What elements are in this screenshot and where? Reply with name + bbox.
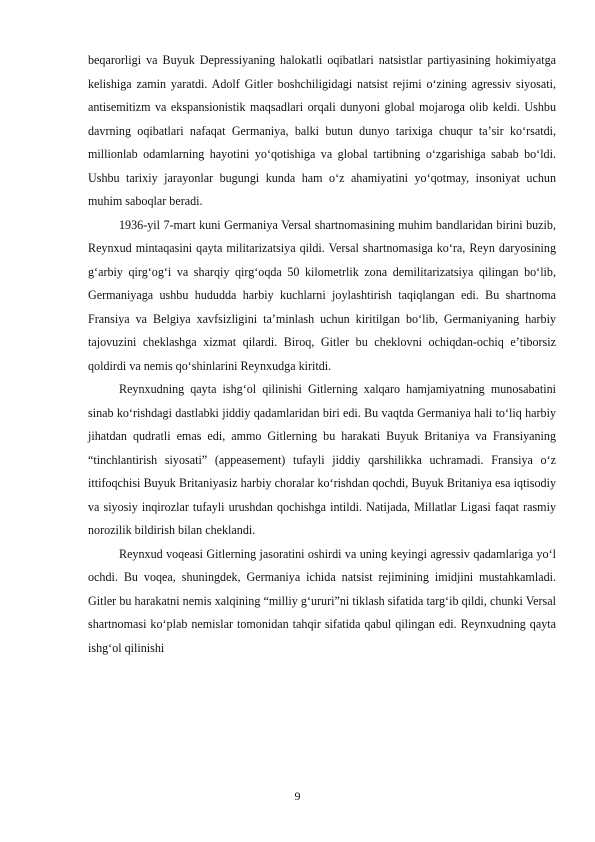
paragraph-4: Reynxud voqeasi Gitlerning jasoratini oshirdi va uning keyingi agressiv qadamlariga yoʻl ochdi. Bu voqea, shuningdek, Germaniya ichida natsist rejimining imidjini mustahkamladi. Gitler bu harakatni nemis xalqining “milliy gʻururi”ni tiklash sifatida targʻib qildi, chunki Versal shartnomasi koʻplab nemislar tomonidan tahqir sifatida qabul qilingan edi. Reynxudning qayta ishgʻol qilinishi [88,546,556,655]
page-number: 9 [294,789,301,803]
document-page-body [88,49,556,660]
paragraph-2: 1936-yil 7-mart kuni Germaniya Versal shartnomasining muhim bandlaridan birini buzib, Reynxud mintaqasini qayta militarizatsiya qildi. Versal shartnomasiga koʻra, Reyn daryosining gʻarbiy qirgʻogʻi va sharqiy qirgʻoqda 50 kilometrlik zona demilitarizatsiya qilingan boʻlib, Germaniyaga ushbu hududda harbiy kuchlarni joylashtirish taqiqlangan edi. Bu shartnoma Fransiya va Belgiya xavfsizligini taʼminlash uchun kiritilgan boʻlib, Germaniyaning harbiy tajovuzini cheklashga xizmat qilardi. Biroq, Gitler bu cheklovni ochiqdan-ochiq eʼtiborsiz qoldirdi va nemis qoʻshinlarini Reynxudga kiritdi. [88,217,556,373]
paragraph-1: beqarorligi va Buyuk Depressiyaning halokatli oqibatlari natsistlar partiyasining hokimiyatga kelishiga zamin yaratdi. Adolf Gitler boshchiligidagi natsist rejimi oʻzining agressiv siyosati, antisemitizm va ekspansionistik maqsadlari orqali dunyoni global mojaroga olib keldi. Ushbu davrning oqibatlari nafaqat Germaniya, balki butun dunyo tarixiga chuqur taʼsir koʻrsatdi, millionlab odamlarning hayotini yoʻqotishiga va global tartibning oʻzgarishiga sabab boʻldi. Ushbu tarixiy jarayonlar bugungi kunda ham oʻz ahamiyatini yoʻqotmay, insoniyat uchun muhim saboqlar beradi. [88,53,556,208]
paragraph-3: Reynxudning qayta ishgʻol qilinishi Gitlerning xalqaro hamjamiyatning munosabatini sinab koʻrishdagi dastlabki jiddiy qadamlaridan biri edi. Bu vaqtda Germaniya hali toʻliq harbiy jihatdan qudratli emas edi, ammo Gitlerning bu harakati Buyuk Britaniya va Fransiyaning “tinchlantirish siyosati” (appeasement) tufayli jiddiy qarshilikka uchramadi. Fransiya oʻz ittifoqchisi Buyuk Britaniyasiz harbiy choralar koʻrishdan qochdi, Buyuk Britaniya esa iqtisodiy va siyosiy inqirozlar tufayli urushdan qochishga intildi. Natijada, Millatlar Ligasi faqat rasmiy norozilik bildirish bilan cheklandi. [88,382,556,537]
